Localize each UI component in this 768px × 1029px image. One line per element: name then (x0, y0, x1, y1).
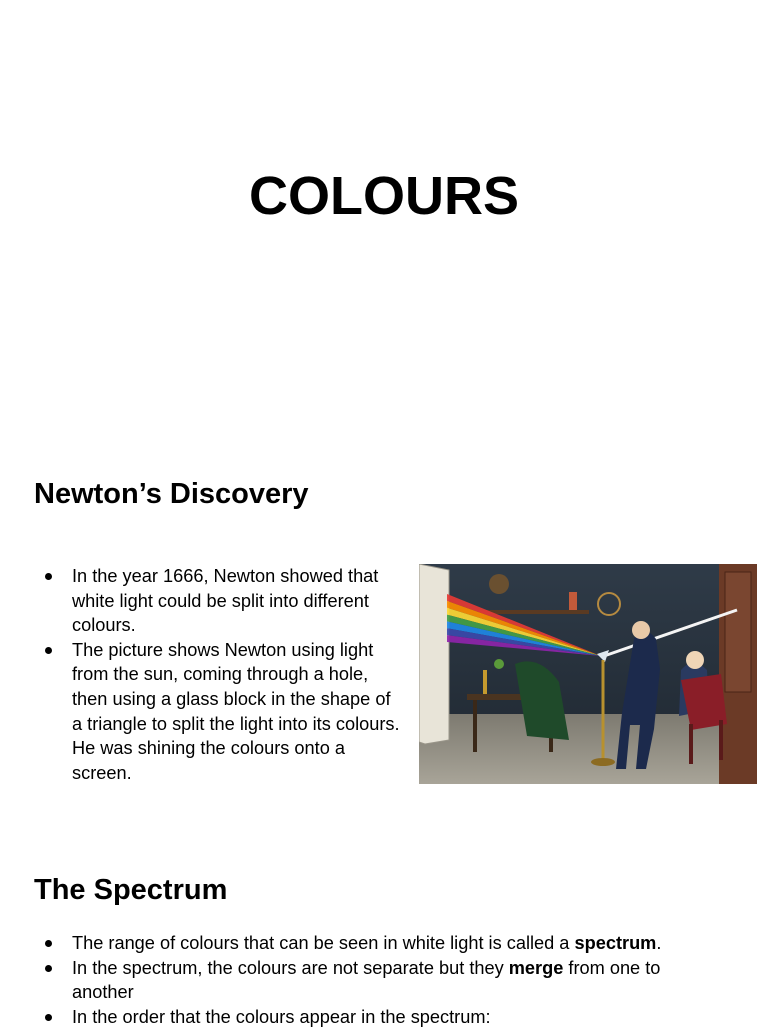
spectrum-bullet-2-bold: merge (508, 957, 564, 978)
newton-bullet-2: The picture shows Newton using light from the sun, coming through a hole, then using a glass block in the shape of a triangle to split the light into its colours. He was shining the colours onto a screen. (34, 638, 404, 786)
spectrum-bullet-1-end: . (656, 933, 662, 953)
spectrum-bullet-1 (34, 931, 724, 956)
spectrum-bullet-2-end: from one to another (72, 957, 661, 1003)
spectrum-bullet-2-text: In the spectrum, the colours are not separate but they (72, 957, 509, 978)
spectrum-bullet-3 (34, 1005, 724, 1029)
newton-prism-illustration (419, 564, 757, 784)
spectrum-bullet-1-text: The range of colours that can be seen in white light is called a (72, 933, 575, 953)
spectrum-bullet-list (34, 931, 724, 1029)
spectrum-bullet-1-bold: spectrum (574, 933, 657, 953)
newton-bullet-1: In the year 1666, Newton showed that white light could be split into different colours. (34, 564, 404, 638)
newton-bullet-list (34, 564, 404, 785)
spectrum-bullet-2 (34, 956, 724, 1005)
section-heading-the-spectrum: The Spectrum (34, 874, 228, 906)
spectrum-bullet-3-text: In the order that the colours appear in the spectrum: (72, 1006, 491, 1027)
section-heading-newtons-discovery: Newton’s Discovery (34, 478, 309, 510)
page-title: COLOURS (249, 166, 519, 226)
